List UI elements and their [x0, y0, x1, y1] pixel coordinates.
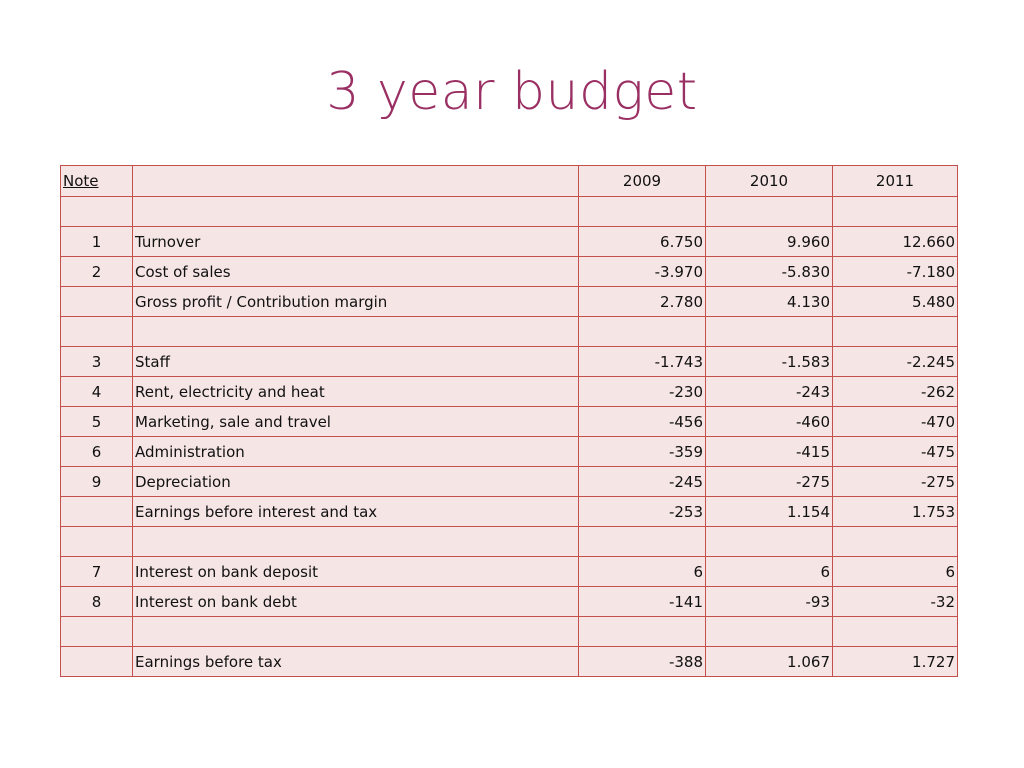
- row-value-2009: -456: [579, 407, 706, 437]
- row-label: [133, 527, 579, 557]
- row-note: 1: [61, 227, 133, 257]
- row-value-2009: -359: [579, 437, 706, 467]
- row-value-2009: [579, 527, 706, 557]
- row-value-2011: -262: [833, 377, 958, 407]
- row-value-2011: 12.660: [833, 227, 958, 257]
- table-header-row: [61, 166, 958, 197]
- table-row: [61, 407, 958, 437]
- row-label: Staff: [133, 347, 579, 377]
- table-row: [61, 437, 958, 467]
- row-value-2011: -475: [833, 437, 958, 467]
- row-note: 7: [61, 557, 133, 587]
- row-value-2010: -460: [706, 407, 833, 437]
- row-label: Rent, electricity and heat: [133, 377, 579, 407]
- row-value-2011: [833, 617, 958, 647]
- table-row: [61, 227, 958, 257]
- row-label: Administration: [133, 437, 579, 467]
- row-value-2011: -7.180: [833, 257, 958, 287]
- row-value-2009: [579, 197, 706, 227]
- row-value-2010: -93: [706, 587, 833, 617]
- table-row: [61, 587, 958, 617]
- table-row: [61, 527, 958, 557]
- row-label: Marketing, sale and travel: [133, 407, 579, 437]
- row-value-2009: -3.970: [579, 257, 706, 287]
- row-note: [61, 287, 133, 317]
- row-note: [61, 317, 133, 347]
- budget-table: [60, 165, 958, 677]
- row-value-2010: 1.154: [706, 497, 833, 527]
- table-row: [61, 617, 958, 647]
- row-label: [133, 617, 579, 647]
- row-value-2011: [833, 527, 958, 557]
- row-note: [61, 647, 133, 677]
- row-label: [133, 197, 579, 227]
- row-value-2009: [579, 617, 706, 647]
- row-value-2009: 6: [579, 557, 706, 587]
- row-value-2010: -1.583: [706, 347, 833, 377]
- table-row: [61, 647, 958, 677]
- table-row: [61, 197, 958, 227]
- row-value-2009: -245: [579, 467, 706, 497]
- row-note: 4: [61, 377, 133, 407]
- row-value-2011: 5.480: [833, 287, 958, 317]
- header-description: [133, 166, 579, 197]
- row-value-2010: 9.960: [706, 227, 833, 257]
- row-value-2009: -388: [579, 647, 706, 677]
- row-label: Depreciation: [133, 467, 579, 497]
- table-row: [61, 497, 958, 527]
- row-value-2011: -2.245: [833, 347, 958, 377]
- row-note: [61, 497, 133, 527]
- row-value-2010: [706, 197, 833, 227]
- table-row: [61, 257, 958, 287]
- table-row: [61, 317, 958, 347]
- row-label: [133, 317, 579, 347]
- row-value-2010: [706, 317, 833, 347]
- row-value-2010: 1.067: [706, 647, 833, 677]
- row-label: Earnings before tax: [133, 647, 579, 677]
- table-row: [61, 347, 958, 377]
- row-note: 2: [61, 257, 133, 287]
- row-value-2011: [833, 317, 958, 347]
- table-row: [61, 287, 958, 317]
- row-label: Interest on bank deposit: [133, 557, 579, 587]
- row-note: [61, 617, 133, 647]
- row-value-2010: -5.830: [706, 257, 833, 287]
- row-value-2009: 6.750: [579, 227, 706, 257]
- row-value-2010: -243: [706, 377, 833, 407]
- row-note: 5: [61, 407, 133, 437]
- row-note: 6: [61, 437, 133, 467]
- row-value-2010: -275: [706, 467, 833, 497]
- table-row: [61, 467, 958, 497]
- row-label: Cost of sales: [133, 257, 579, 287]
- row-value-2009: -141: [579, 587, 706, 617]
- row-value-2010: [706, 527, 833, 557]
- header-year-2009: 2009: [579, 166, 706, 197]
- row-label: Gross profit / Contribution margin: [133, 287, 579, 317]
- row-value-2011: 1.753: [833, 497, 958, 527]
- row-value-2011: 1.727: [833, 647, 958, 677]
- header-note: Note: [61, 166, 133, 197]
- row-value-2009: 2.780: [579, 287, 706, 317]
- row-value-2009: -253: [579, 497, 706, 527]
- row-value-2011: -32: [833, 587, 958, 617]
- row-value-2011: [833, 197, 958, 227]
- header-year-2011: 2011: [833, 166, 958, 197]
- row-value-2009: [579, 317, 706, 347]
- row-value-2011: 6: [833, 557, 958, 587]
- row-label: Interest on bank debt: [133, 587, 579, 617]
- row-value-2010: [706, 617, 833, 647]
- row-note: [61, 527, 133, 557]
- row-note: [61, 197, 133, 227]
- table-row: [61, 377, 958, 407]
- row-value-2009: -230: [579, 377, 706, 407]
- row-note: 9: [61, 467, 133, 497]
- page-title: 3 year budget: [326, 62, 698, 122]
- row-value-2010: -415: [706, 437, 833, 467]
- row-value-2009: -1.743: [579, 347, 706, 377]
- row-value-2010: 6: [706, 557, 833, 587]
- row-value-2010: 4.130: [706, 287, 833, 317]
- row-note: 3: [61, 347, 133, 377]
- row-value-2011: -275: [833, 467, 958, 497]
- header-year-2010: 2010: [706, 166, 833, 197]
- row-note: 8: [61, 587, 133, 617]
- row-label: Turnover: [133, 227, 579, 257]
- table-row: [61, 557, 958, 587]
- row-label: Earnings before interest and tax: [133, 497, 579, 527]
- row-value-2011: -470: [833, 407, 958, 437]
